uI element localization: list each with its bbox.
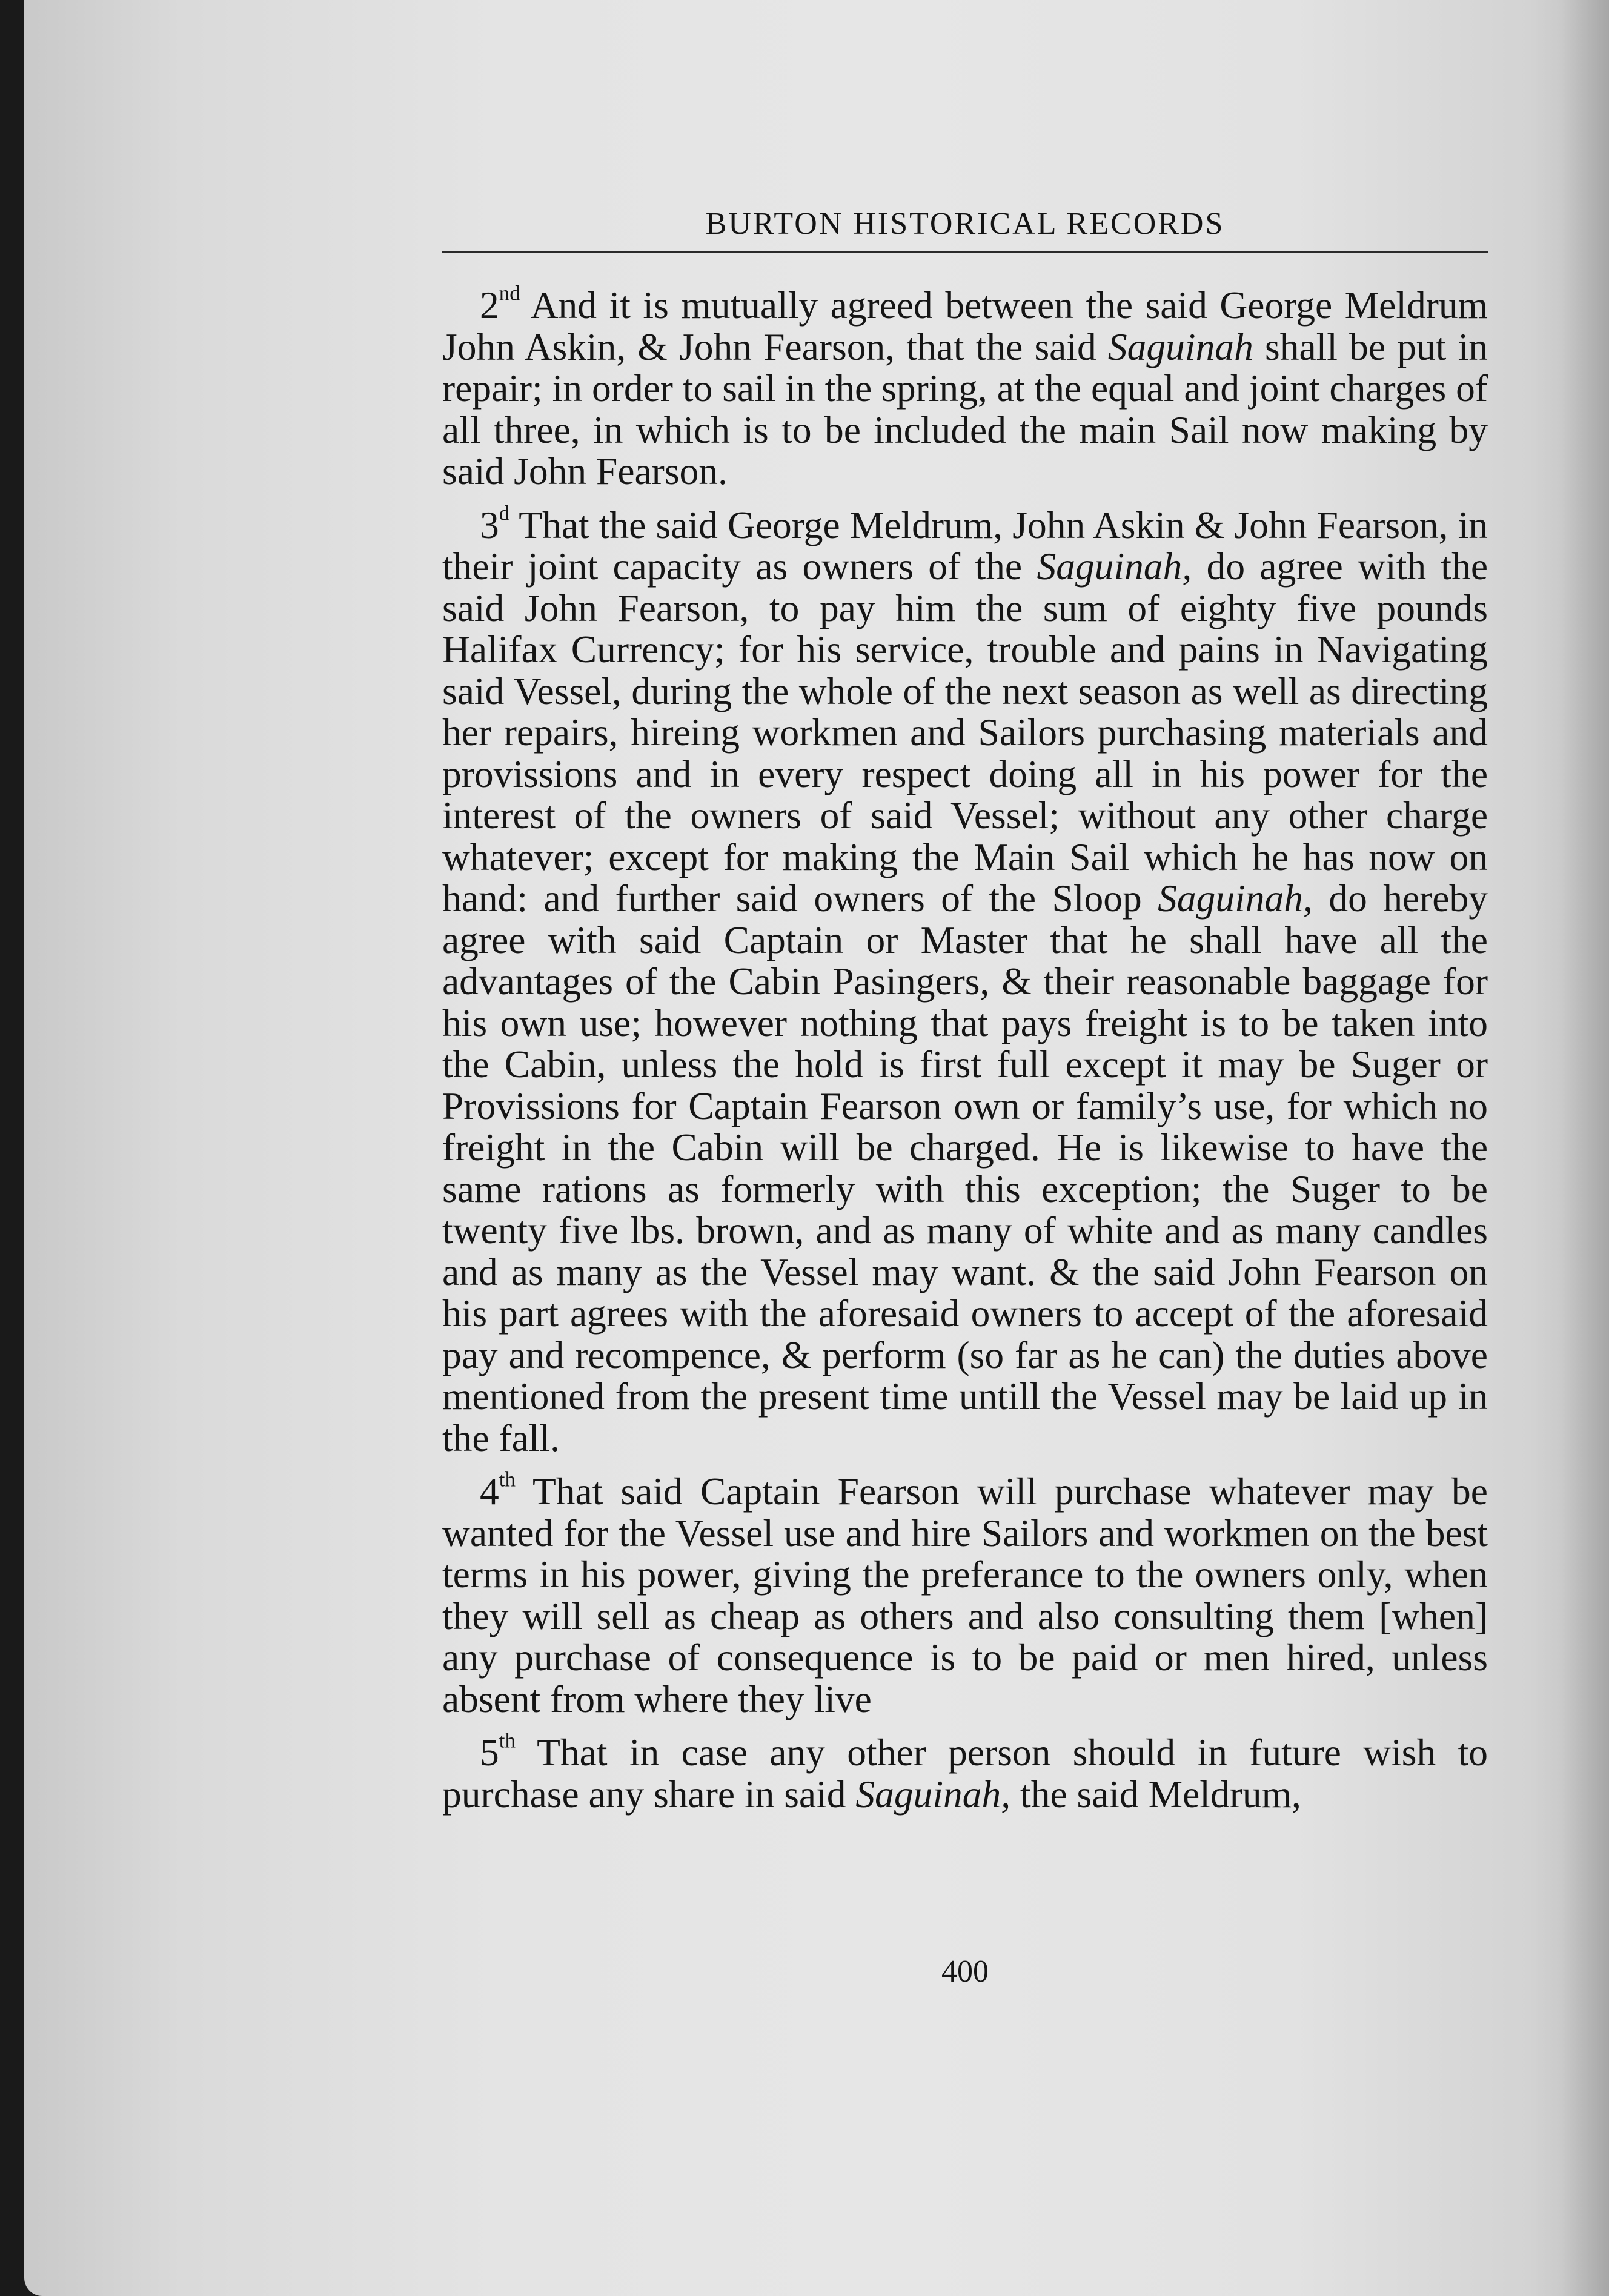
paragraph-number: 3 bbox=[480, 503, 499, 546]
ordinal-suffix: th bbox=[499, 1467, 516, 1491]
page-edge-shadow bbox=[1561, 0, 1609, 2296]
book-page bbox=[24, 0, 1609, 2296]
ship-name: Saguinah, bbox=[1158, 877, 1313, 920]
paragraph-5th: 5th That in case any other person should in future wish to purchase any share in said Saguinah, the said Meldrum, bbox=[442, 1728, 1488, 1816]
header-rule bbox=[442, 251, 1488, 253]
running-head: BURTON HISTORICAL RECORDS bbox=[705, 207, 1225, 241]
page-number: 400 bbox=[941, 1954, 989, 1989]
paragraph-number: 5 bbox=[480, 1731, 499, 1774]
paragraph-3d: 3$^d$ That the said George Meldrum, John Askin & John Fearson, in their joint capacity as owners of the Saguinah, do agree with the said John Fearson, to pay him the sum of eighty five pounds Halifax Currency; for his service, trouble and pains in Navigating said Vessel, during the whole of the next season as well as directing her repairs, hireing workmen and Sailors purchasing materials and provissions and in every respect doing all in his power for the interest of the owners of said Vessel; without any other charge whatever; except for making the Main Sail which he has now on hand: and further said owners of the Sloop Saguinah, do hereby agree with said Captain or Master that he shall have all the advantages of the Cabin Pasingers, & their reasonable baggage for his own use; however nothing that pays freight is to be taken into the Cabin, unless the hold is first full except it may be Suger or Provissions for Captain Fearson own or family’s use, for which no freight in the Cabin will be charged. He is likewise to have the same rations as formerly with this exception; the Suger to be twenty five lbs. brown, and as many of white and as many candles and as many as the Vessel may want. & the said John Fearson on his part agrees with the aforesaid owners to accept of the aforesaid pay and recompence, & perform (so far as he can) the duties above mentioned from the present time untill the Vessel may be laid up in the fall. bbox=[442, 500, 1488, 1459]
ordinal-suffix: d bbox=[499, 500, 510, 525]
paragraph-4th: 4th That said Captain Fearson will purchase whatever may be wanted for the Vessel use and hire Sailors and workmen on the best terms in his power, giving the preferance to the owners only, when they will sell as cheap as others and also consulting them [when] any purchase of consequence is to be paid or men hired, unless absent from where they live bbox=[442, 1467, 1488, 1720]
paragraph-number: 2 bbox=[480, 284, 499, 327]
ordinal-suffix: nd bbox=[499, 281, 520, 305]
ship-name: Saguinah, bbox=[1037, 545, 1192, 588]
ship-name: Saguinah, bbox=[855, 1772, 1011, 1816]
body-text bbox=[442, 281, 1488, 1827]
paragraph-2nd: 2nd And it is mutually agreed between the said George Meldrum John Askin, & John Fearson, that the said Saguinah shall be put in repair; in order to sail in the spring, at the equal and joint charges of all three, in which is to be included the main Sail now making by said John Fearson. bbox=[442, 281, 1488, 493]
ship-name: Saguinah bbox=[1107, 325, 1253, 368]
ordinal-suffix: th bbox=[499, 1728, 516, 1753]
paragraph-number: 4 bbox=[480, 1470, 499, 1513]
